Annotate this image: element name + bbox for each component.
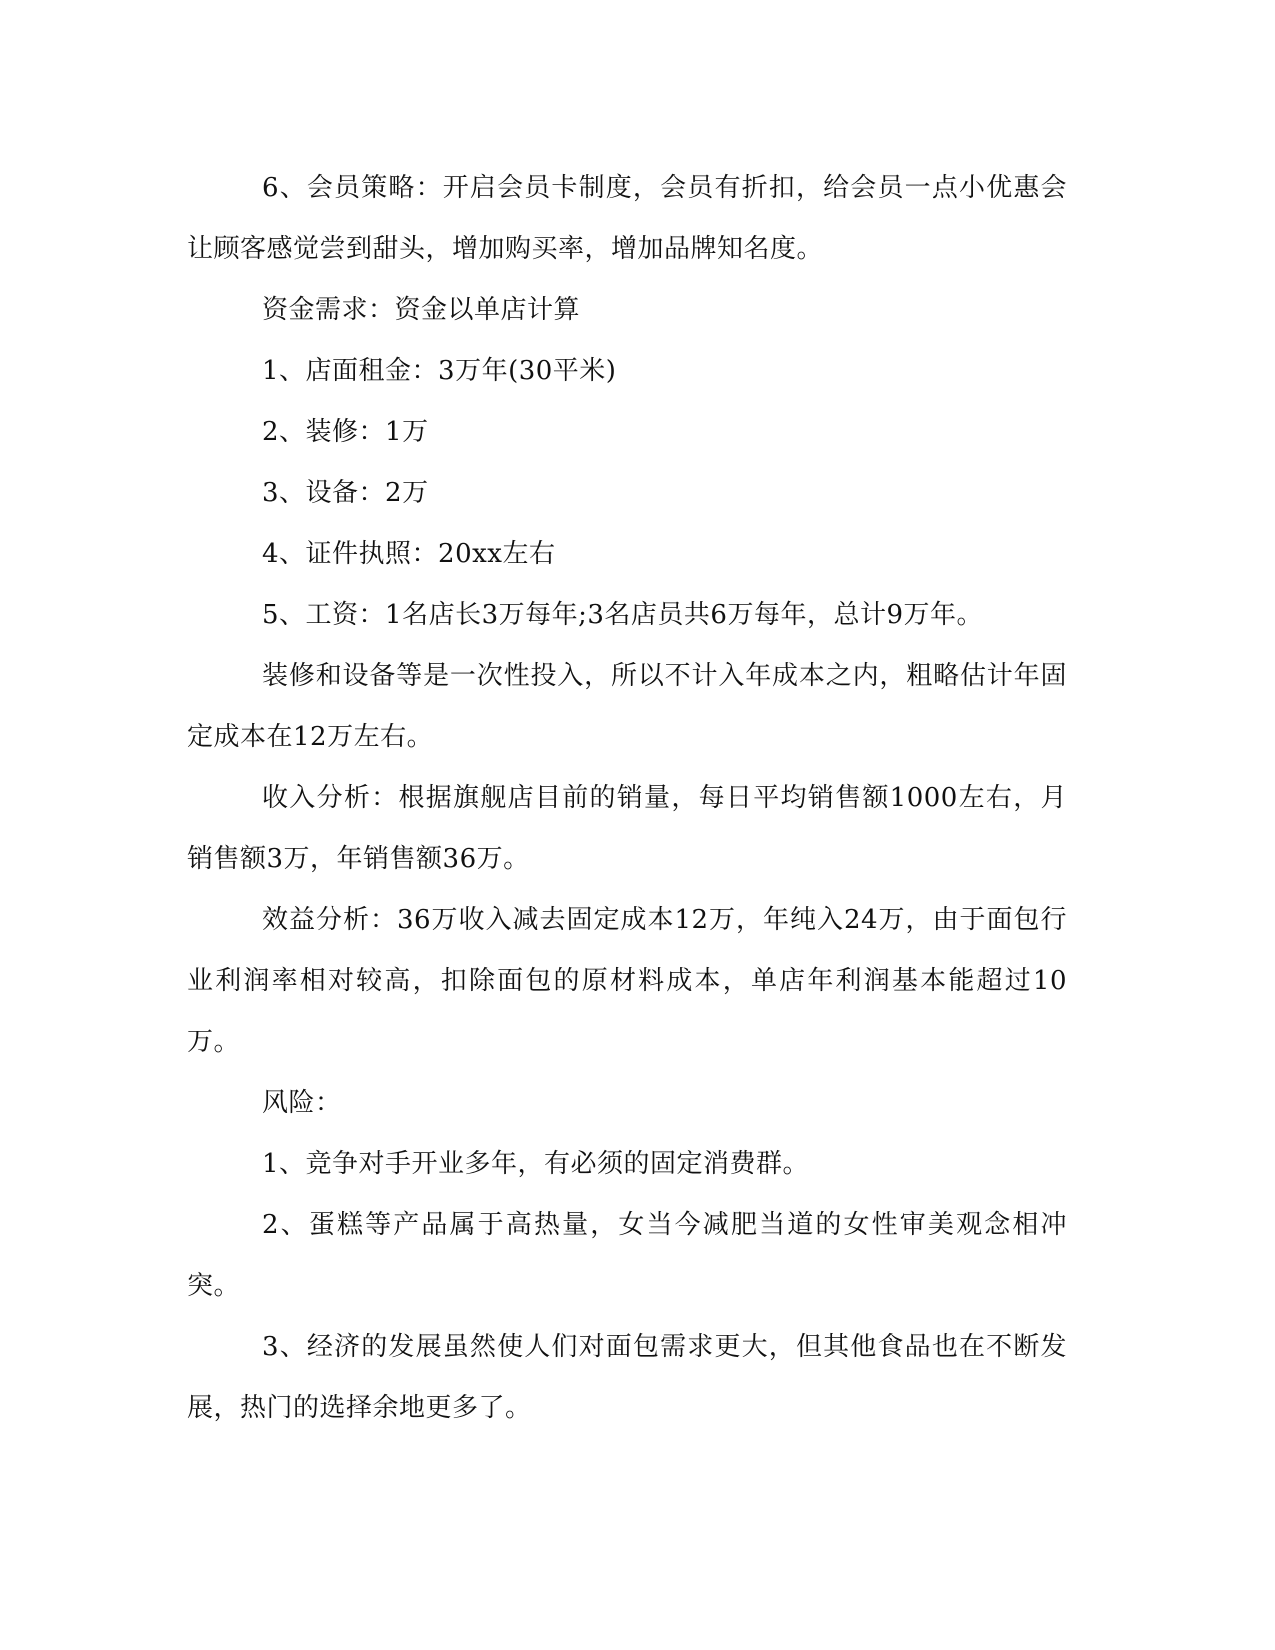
paragraph-income-analysis: 收入分析：根据旗舰店目前的销量，每日平均销售额1000左右，月销售额3万，年销售额36万。 <box>187 783 1067 874</box>
paragraph-benefit-analysis: 效益分析：36万收入减去固定成本12万，年纯入24万，由于面包行业利润率相对较高，扣除面包的原材料成本，单店年利润基本能超过10万。 <box>187 905 1067 1057</box>
paragraph-risk-heading: 风险： <box>262 1088 342 1118</box>
paragraph-renovation: 2、装修：1万 <box>262 417 429 447</box>
paragraph-risk-2: 2、蛋糕等产品属于高热量，女当今减肥当道的女性审美观念相冲突。 <box>187 1210 1067 1301</box>
paragraph-funding-needs: 资金需求：资金以单店计算 <box>262 295 581 325</box>
paragraph-rent: 1、店面租金：3万年(30平米) <box>262 356 617 386</box>
document-body <box>187 158 1067 1439</box>
paragraph-risk-3: 3、经济的发展虽然使人们对面包需求更大，但其他食品也在不断发展，热门的选择余地更多了。 <box>187 1332 1067 1423</box>
paragraph-risk-1: 1、竞争对手开业多年，有必须的固定消费群。 <box>262 1149 810 1179</box>
paragraph-fixed-cost: 装修和设备等是一次性投入，所以不计入年成本之内，粗略估计年固定成本在12万左右。 <box>187 661 1067 752</box>
paragraph-license: 4、证件执照：20xx左右 <box>262 539 556 569</box>
paragraph-equipment: 3、设备：2万 <box>262 478 429 508</box>
paragraph-wages: 5、工资：1名店长3万每年;3名店员共6万每年，总计9万年。 <box>262 600 984 630</box>
paragraph-member-strategy: 6、会员策略：开启会员卡制度，会员有折扣，给会员一点小优惠会让顾客感觉尝到甜头，增加购买率，增加品牌知名度。 <box>187 173 1067 264</box>
